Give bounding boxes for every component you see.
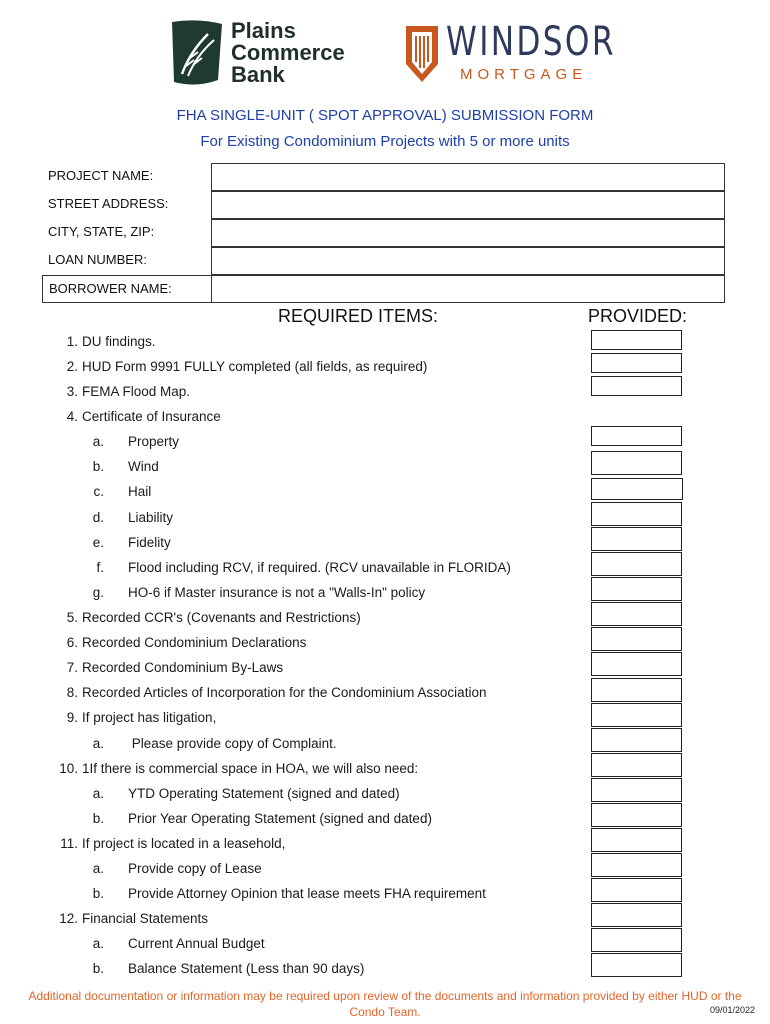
list-item [48,635,306,650]
item-number: 2. [66,359,78,374]
list-item [48,660,283,675]
provided-checkbox[interactable] [591,426,682,446]
item-number: 3. [66,384,78,399]
item-text: Liability [128,510,174,525]
street-address-field[interactable] [211,191,725,219]
item-text: If project is located in a leasehold, [82,836,286,851]
provided-checkbox[interactable] [591,703,682,727]
item-text: DU findings. [82,334,156,349]
provided-checkbox[interactable] [591,353,682,373]
item-text: Wind [128,459,159,474]
item-number: a. [92,861,104,876]
provided-checkbox[interactable] [591,753,682,777]
list-item [48,409,221,424]
provided-checkbox[interactable] [591,878,682,902]
provided-checkbox[interactable] [591,652,682,676]
item-text: Prior Year Operating Statement (signed and dated) [128,811,432,826]
provided-checkbox[interactable] [591,828,682,852]
item-text: Recorded CCR's (Covenants and Restrictions) [82,610,361,625]
provided-checkbox[interactable] [591,627,682,651]
item-text: Provide copy of Lease [128,861,262,876]
item-number: 12. [59,911,78,926]
item-text: Financial Statements [82,911,209,926]
item-text: FEMA Flood Map. [82,384,191,399]
item-text: Recorded Articles of Incorporation for the Condominium Association [82,685,487,700]
wheat-logo-icon [168,18,226,88]
item-text: Provide Attorney Opinion that lease meets FHA requirement [128,886,486,901]
provided-checkbox[interactable] [591,330,682,350]
form-subtitle: For Existing Condominium Projects with 5 or more units [200,133,570,150]
list-item [48,911,208,926]
form-title: FHA SINGLE-UNIT ( SPOT APPROVAL) SUBMISSION FORM [176,107,594,124]
project-name-label: PROJECT NAME: [48,168,154,183]
list-item [48,836,285,851]
project-info-table [42,163,726,303]
provided-heading: PROVIDED: [588,306,688,326]
item-number: b. [92,961,104,976]
provided-checkbox[interactable] [591,577,682,601]
provided-checkbox[interactable] [591,853,682,877]
logo-text-plains: Plains [231,18,296,43]
list-item [48,359,427,374]
mortgage-wordmark: MORTGAGE [460,66,588,83]
provided-checkbox[interactable] [591,953,682,977]
logo-text-bank: Bank [231,62,285,87]
list-item [48,334,156,349]
item-text: Flood including RCV, if required. (RCV unavailable in FLORIDA) [128,560,511,575]
provided-checkbox[interactable] [591,903,682,927]
street-address-label: STREET ADDRESS: [48,196,169,211]
item-number: 4. [66,409,78,424]
item-text: Hail [128,484,152,499]
borrower-name-row [42,275,726,303]
item-text: Property [128,434,180,449]
loan-number-field[interactable] [211,247,725,275]
windsor-mortgage-logo [404,20,614,90]
item-text: Current Annual Budget [128,936,265,951]
item-text: Certificate of Insurance [82,409,221,424]
provided-checkbox[interactable] [591,928,682,952]
item-text: If project has litigation, [82,710,217,725]
shield-logo-icon [404,24,440,84]
list-item [74,535,171,550]
item-number: 8. [66,685,78,700]
provided-checkbox[interactable] [591,502,682,526]
provided-checkbox[interactable] [591,728,682,752]
street-address-row [42,191,726,219]
loan-number-row [42,247,726,275]
list-item [74,811,432,826]
provided-checkbox[interactable] [591,376,682,396]
loan-number-label: LOAN NUMBER: [48,252,147,267]
borrower-name-label: BORROWER NAME: [49,281,172,296]
list-item [74,434,179,449]
item-number: 6. [66,635,78,650]
list-item [74,786,400,801]
list-item [48,710,216,725]
footer-note: Additional documentation or information may be required upon review of the documents and information provided by either HUD or the Condo Team. [28,989,742,1019]
list-item [48,761,418,776]
plains-commerce-bank-logo [168,18,358,88]
item-number: g. [92,585,104,600]
item-text: HO-6 if Master insurance is not a "Walls-In" policy [128,585,426,600]
item-number: f. [96,560,104,575]
list-item [74,484,151,499]
provided-checkbox[interactable] [591,678,682,702]
item-number: a. [92,936,104,951]
item-number: b. [92,886,104,901]
list-item [48,685,486,700]
item-text: Balance Statement (Less than 90 days) [128,961,365,976]
item-number: c. [93,484,104,499]
list-item [74,560,511,575]
item-number: e. [92,535,104,550]
item-text: Recorded Condominium Declarations [82,635,307,650]
list-item [74,510,173,525]
city-state-zip-label: CITY, STATE, ZIP: [48,224,155,239]
list-item [74,585,425,600]
item-number: 10. [59,761,78,776]
list-item [74,459,159,474]
list-item [74,886,486,901]
windsor-wordmark: WINDSOR [446,19,616,65]
provided-checkbox[interactable] [591,552,682,576]
borrower-name-field[interactable] [211,275,725,303]
item-number: 7. [66,660,78,675]
logo-text-commerce: Commerce [231,40,345,65]
provided-checkbox[interactable] [591,778,682,802]
item-number: 11. [60,836,78,851]
project-name-row [42,163,726,191]
item-text: Please provide copy of Complaint. [128,736,337,751]
item-number: 5. [66,610,78,625]
provided-checkbox[interactable] [591,602,682,626]
city-state-zip-field[interactable] [211,219,725,247]
revision-date: 09/01/2022 [710,1005,756,1015]
provided-checkbox[interactable] [591,527,682,551]
item-number: b. [92,811,104,826]
required-items-heading: REQUIRED ITEMS: [278,306,439,326]
list-item [74,861,262,876]
provided-checkbox[interactable] [591,803,682,827]
item-number: d. [92,510,104,525]
list-item [48,610,361,625]
item-number: 1. [66,334,78,349]
item-text: 1If there is commercial space in HOA, we will also need: [82,761,419,776]
item-number: a. [92,434,104,449]
list-item [74,736,337,751]
item-text: YTD Operating Statement (signed and dated) [128,786,400,801]
item-number: b. [92,459,104,474]
item-number: a. [92,736,104,751]
item-text: Recorded Condominium By-Laws [82,660,284,675]
item-number: 9. [66,710,78,725]
provided-checkbox[interactable] [591,478,683,500]
project-name-field[interactable] [211,163,725,191]
list-item [74,936,265,951]
provided-checkbox[interactable] [591,451,682,475]
city-state-zip-row [42,219,726,247]
list-item [74,961,364,976]
item-number: a. [92,786,104,801]
list-item [48,384,190,399]
item-text: Fidelity [128,535,171,550]
item-text: HUD Form 9991 FULLY completed (all fields, as required) [82,359,428,374]
